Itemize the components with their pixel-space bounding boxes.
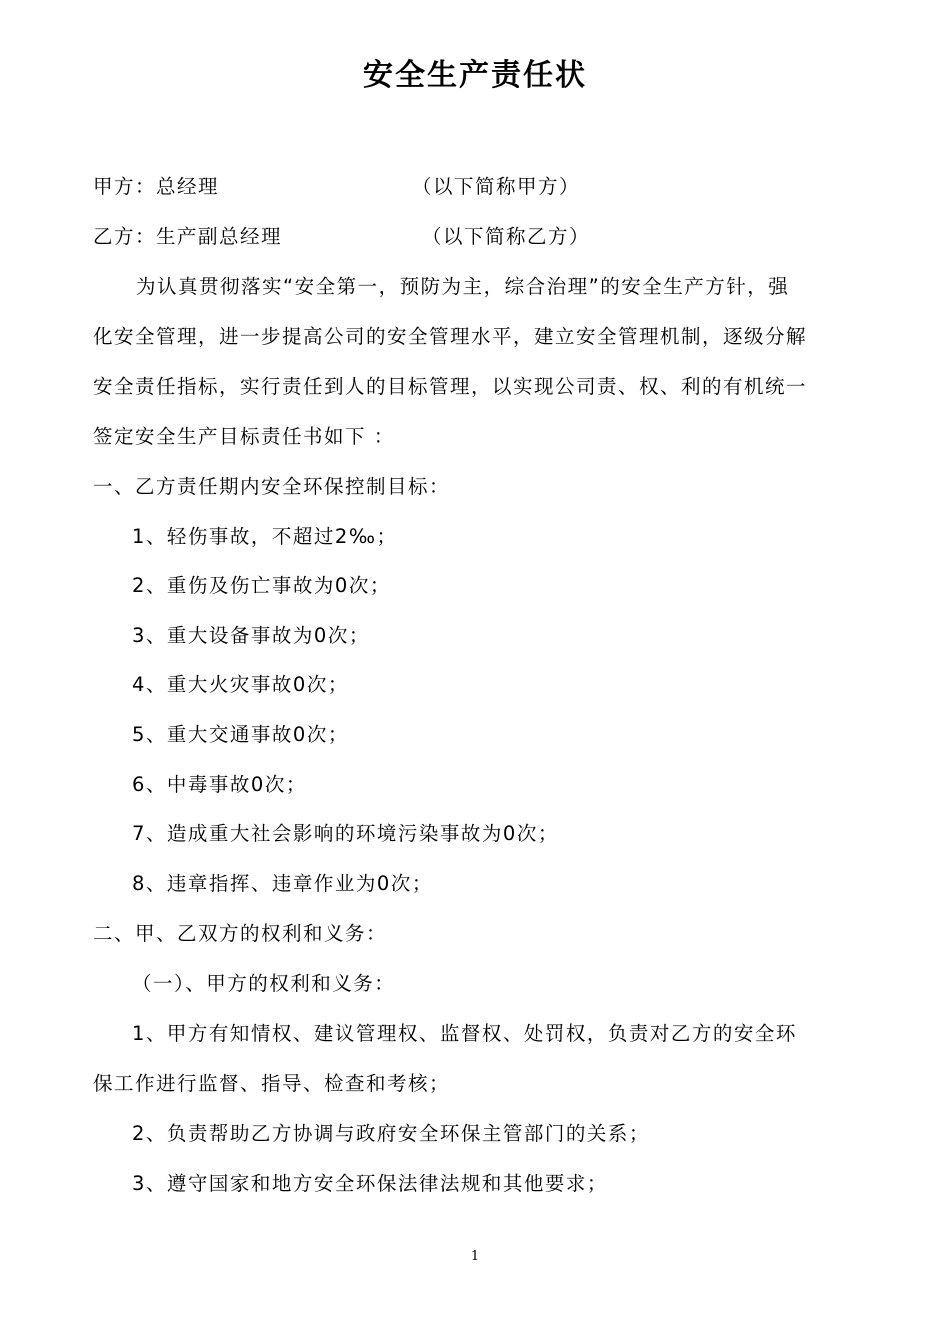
party-b-note: （以下简称乙方） [422, 225, 591, 248]
preamble-line: 为认真贯彻落实“安全第一，预防为主，综合治理”的安全生产方针，强 [136, 275, 790, 298]
obligation-item: 1、甲方有知情权、建议管理权、监督权、处罚权，负责对乙方的安全环 [132, 1022, 797, 1045]
document-title: 安全生产责任状 [363, 58, 587, 93]
section2-subheading: （一）、甲方的权利和义务： [132, 972, 396, 995]
preamble-line: 签定安全生产目标责任书如下 ： [93, 425, 395, 448]
section2-heading: 二、甲、乙双方的权利和义务： [93, 922, 388, 945]
party-a-label: 甲方：总经理 [93, 175, 220, 198]
target-item: 2、重伤及伤亡事故为0次； [132, 574, 391, 597]
target-item: 7、造成重大社会影响的环境污染事故为0次； [132, 822, 559, 845]
section1-heading: 一、乙方责任期内安全环保控制目标： [93, 475, 451, 498]
obligation-item: 2、负责帮助乙方协调与政府安全环保主管部门的关系； [132, 1122, 650, 1145]
preamble-line: 化安全管理，进一步提高公司的安全管理水平，建立安全管理机制，逐级分解 [93, 325, 808, 348]
target-item: 4、重大火灾事故0次； [132, 673, 349, 696]
preamble-line: 安全责任指标，实行责任到人的目标管理，以实现公司责、权、利的有机统一 [93, 375, 808, 398]
obligation-item-continuation: 保工作进行监督、指导、检查和考核； [93, 1072, 451, 1095]
target-item: 1、轻伤事故，不超过2‰； [132, 525, 398, 548]
target-item: 5、重大交通事故0次； [132, 723, 349, 746]
obligation-item: 3、遵守国家和地方安全环保法律法规和其他要求； [132, 1172, 608, 1195]
target-item: 8、违章指挥、违章作业为0次； [132, 872, 433, 895]
page-number: 1 [470, 1249, 480, 1264]
target-item: 3、重大设备事故为0次； [132, 624, 370, 647]
target-item: 6、中毒事故0次； [132, 773, 307, 796]
party-b-label: 乙方：生产副总经理 [93, 225, 283, 248]
party-a-note: （以下简称甲方） [412, 175, 581, 198]
